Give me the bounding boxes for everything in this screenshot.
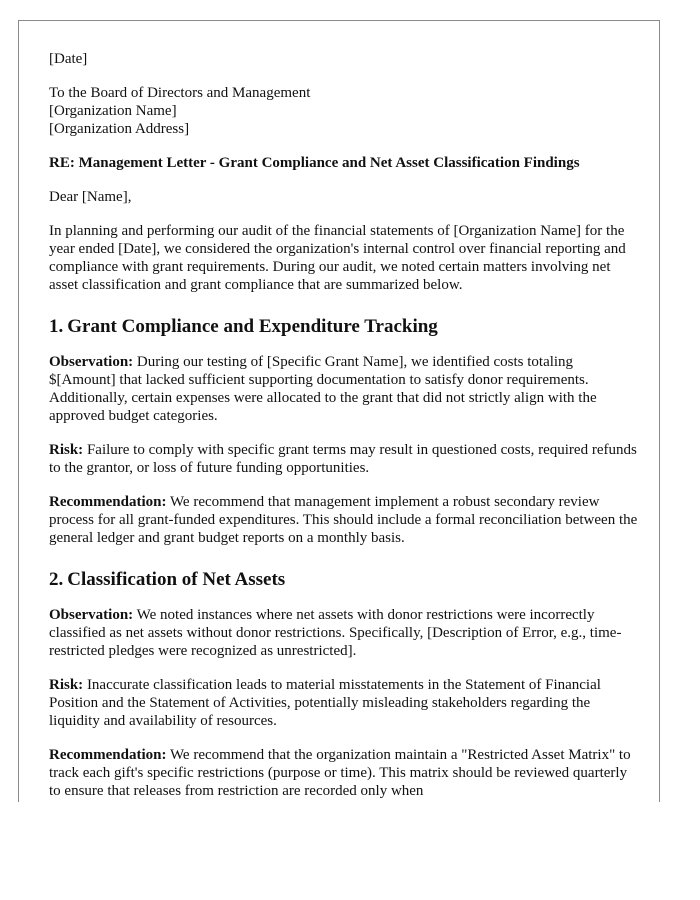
section-heading [49,569,639,591]
risk-label: Risk: [49,677,84,693]
subject-line: RE: Management Letter - Grant Compliance and Net Asset Classification Findings [49,155,580,171]
risk-text: Failure to comply with specific grant terms may result in questioned costs, required refunds to the grantor, or loss of future funding opportunities. [49,442,637,476]
observation-label: Observation: [49,354,134,370]
letter-body [49,50,639,802]
risk-text: Inaccurate classification leads to material misstatements in the Statement of Financial Position and the Statement of Activities, potentially misleading stakeholders regarding the liquidity and availability of resources. [49,677,601,729]
recommendation-label: Recommendation: [49,747,167,763]
recommendation-paragraph [49,746,639,800]
section-number: 2. [49,569,64,590]
recommendation-text: We recommend that the organization maintain a "Restricted Asset Matrix" to track each gift's specific restrictions (purpose or time). This matrix should be reviewed quarterly to ensure that releases from restriction are recorded only when [49,747,631,799]
letter-page [18,20,660,802]
recommendation-label: Recommendation: [49,494,167,510]
section-heading [49,316,639,338]
observation-text: During our testing of [Specific Grant Name], we identified costs totaling $[Amount] that lacked sufficient supporting documentation to satisfy donor requirements. Additionally, certain expenses were allocated to the grant that did not strictly align with the approved budget categories. [49,354,597,424]
recipient-line-1: To the Board of Directors and Management [49,85,311,101]
observation-paragraph [49,606,639,660]
section-number: 1. [49,316,64,337]
recipient-line-3: [Organization Address] [49,121,190,137]
section-title: Grant Compliance and Expenditure Tracking [67,316,438,337]
recommendation-paragraph [49,493,639,547]
risk-paragraph [49,441,639,477]
section-title: Classification of Net Assets [67,569,286,590]
risk-paragraph [49,676,639,730]
recommendation-text: We recommend that management implement a robust secondary review process for all grant-funded expenditures. This should include a formal reconciliation between the general ledger and grant budget reports on a monthly basis. [49,494,638,546]
recipient-address [49,84,639,138]
observation-label: Observation: [49,607,134,623]
letter-date: [Date] [49,51,88,67]
observation-paragraph [49,353,639,425]
observation-text: We noted instances where net assets with donor restrictions were incorrectly classified as net assets without donor restrictions. Specifically, [Description of Error, e.g., time-restricted pledges were recognized as unrestricted]. [49,607,622,659]
recipient-line-2: [Organization Name] [49,103,177,119]
salutation: Dear [Name], [49,189,132,205]
risk-label: Risk: [49,442,84,458]
intro-paragraph: In planning and performing our audit of the financial statements of [Organization Name] for the year ended [Date], we considered the organization's internal control over financial reporting and compliance with grant requirements. During our audit, we noted certain matters involving net asset classification and grant compliance that are summarized below. [49,223,626,293]
